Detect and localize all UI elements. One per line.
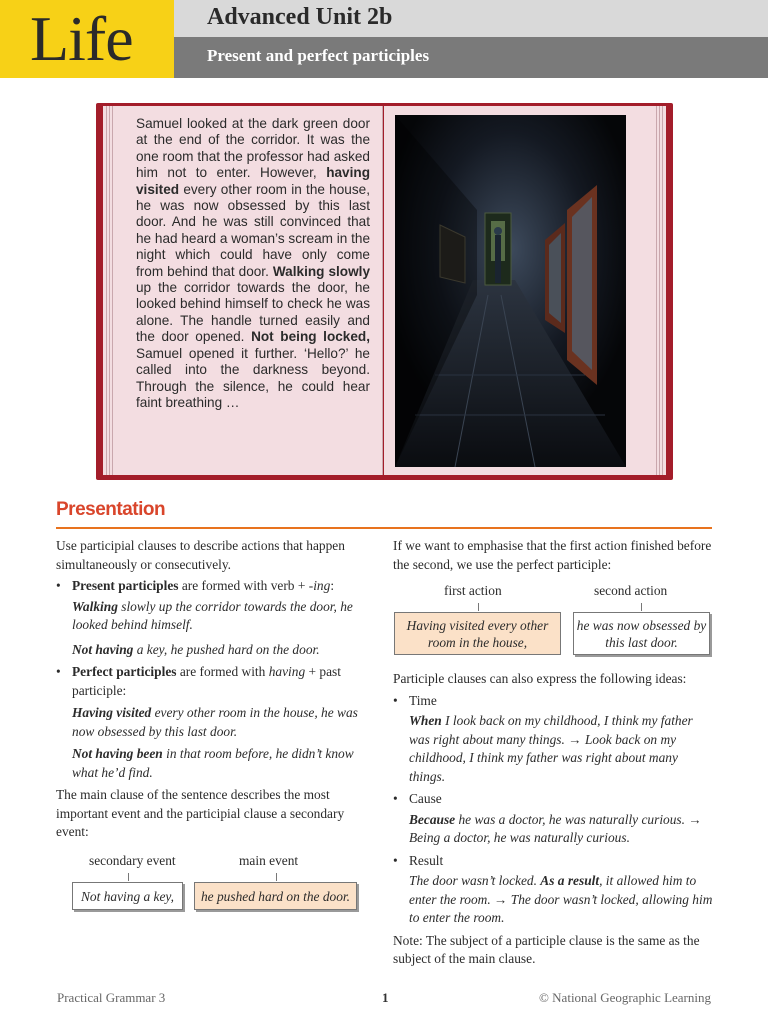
topic-bar — [174, 37, 768, 78]
footer-book-title: Practical Grammar 3 — [57, 990, 166, 1005]
intro-text: If we want to emphasise that the first action finished before the second, we use the perfect participle: — [393, 538, 712, 572]
page-edge — [659, 106, 660, 475]
main-clause-text: The main clause of the sentence describes the most important event and the participial clause a secondary event: — [56, 787, 345, 839]
bullet-result: • Result — [393, 852, 715, 871]
clause-box-highlighted: he pushed hard on the door. — [194, 882, 357, 910]
example-text: Walking slowly up the corridor towards the door, he looked behind himself. — [72, 598, 353, 632]
story-text: Samuel looked at the dark green door at the end of the corridor. It was the one room that the professor had asked him not to enter. However, having visited every other room in the house, he was now obsessed by this last door. And he was still convinced that he had heard a woman’s scream in the night which could have only come from behind that door. Walking slowly up the corridor towards the door, he looked behind himself to check he was alone. The handle turned easily and the door opened. Not being locked, Samuel opened it further. ‘Hello?’ he called into the darkness beyond. Through the silence, he could hear faint breathing … — [136, 116, 371, 410]
section-rule — [56, 527, 712, 529]
example-text: Not having been in that room before, he didn’t know what he’d find. — [72, 746, 354, 780]
bullet-perfect-participles: • Perfect participles are formed with having + past participle: — [56, 663, 366, 700]
page-number: 1 — [382, 990, 389, 1005]
diagram-label: first action — [444, 583, 502, 598]
left-column — [56, 537, 366, 845]
diagram-tick — [478, 603, 479, 611]
right-column-intro — [393, 537, 713, 577]
right-column — [393, 670, 715, 972]
footer-copyright: © National Geographic Learning — [539, 990, 711, 1005]
diagram-label: second action — [594, 583, 668, 598]
diagram-tick — [276, 873, 277, 881]
ideas-text: Participle clauses can also express the following ideas: — [393, 671, 687, 686]
bullet-cause: • Cause — [393, 790, 715, 809]
section-heading: Presentation — [56, 499, 166, 520]
note-text: Note: The subject of a participle clause is the same as the subject of the main clause. — [393, 932, 700, 966]
example-text: Because he was a doctor, he was naturally curious. → Being a doctor, he was naturally curious. — [409, 811, 702, 845]
diagram-label: main event — [239, 853, 299, 868]
example-text: Having visited every other room in the house, he was now obsessed by this last door. — [72, 705, 358, 739]
page-edge — [656, 106, 657, 475]
clause-box: Not having a key, — [72, 882, 183, 910]
example-text: Not having a key, he pushed hard on the door. — [72, 641, 320, 657]
unit-title-bar — [174, 0, 768, 37]
page-edge — [106, 106, 107, 475]
brand-text: Life — [30, 3, 133, 74]
example-text: The door wasn’t locked. As a result, it allowed him to enter the room. → The door wasn’t locked, allowing him to enter the room. — [409, 873, 713, 925]
page-edge — [662, 106, 663, 475]
page-edge — [112, 106, 113, 475]
diagram-label: secondary event — [89, 853, 176, 868]
clause-box-highlighted: Having visited every other room in the house, — [394, 612, 561, 655]
page-edge — [109, 106, 110, 475]
life-logo — [0, 0, 174, 78]
corridor-illustration — [395, 115, 626, 467]
clause-box: he was now obsessed by this last door. — [573, 612, 710, 655]
example-text: When I look back on my childhood, I think my father was right about many things. → Look back on my childhood, I think my father was right about many things. — [409, 713, 693, 784]
topic-title: Present and perfect participles — [207, 46, 430, 65]
diagram-tick — [641, 603, 642, 611]
bullet-present-participles: • Present participles are formed with verb + -ing: — [56, 577, 366, 596]
intro-text: Use participial clauses to describe actions that happen simultaneously or consecutively. — [56, 538, 345, 572]
bullet-time: • Time — [393, 692, 715, 711]
diagram-tick — [128, 873, 129, 881]
unit-title: Advanced Unit 2b — [207, 4, 393, 30]
